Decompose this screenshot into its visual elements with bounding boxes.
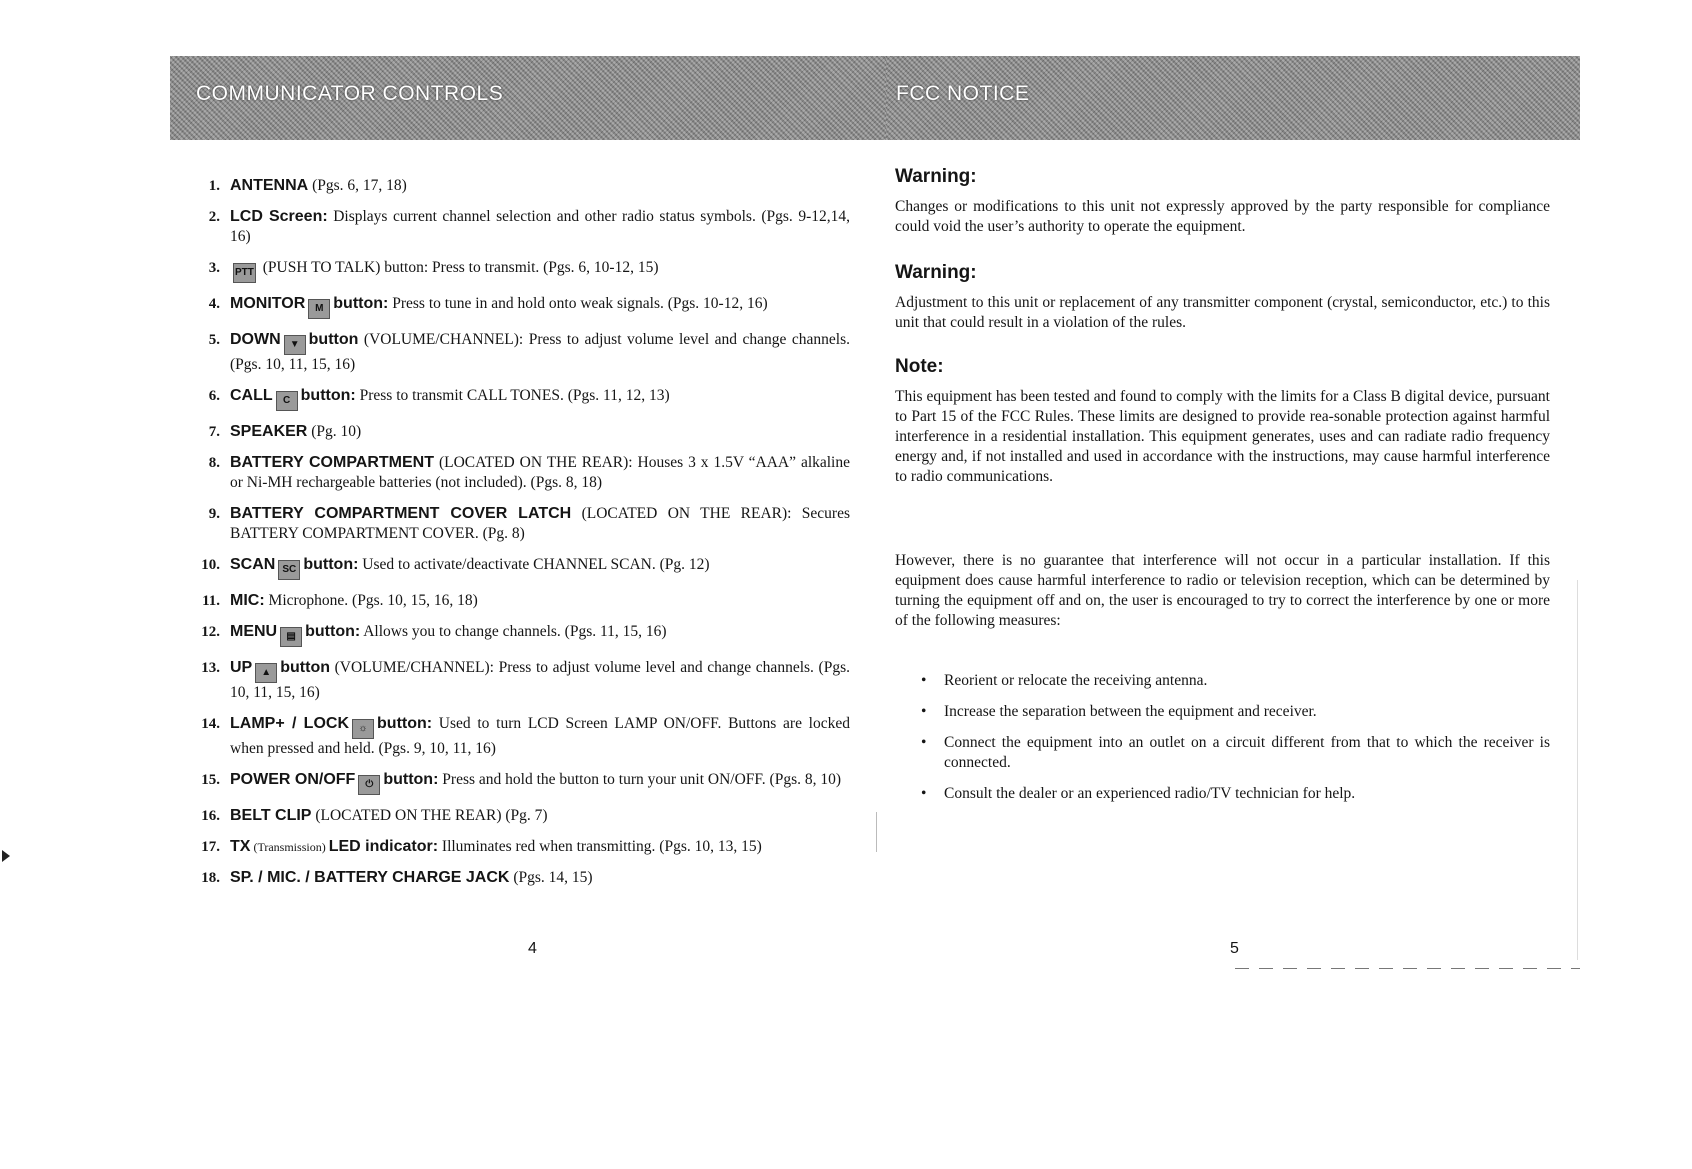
item-number: 18. <box>201 870 220 886</box>
list-item <box>190 207 850 247</box>
button-glyph-icon: ▤ <box>280 627 302 647</box>
item-number: 13. <box>201 660 220 676</box>
list-item <box>190 770 850 795</box>
bullet-icon: • <box>921 734 927 751</box>
control-description: Press and hold the button to turn your unit ON/OFF. (Pgs. 8, 10) <box>438 771 842 788</box>
control-description: Microphone. (Pgs. 10, 15, 16, 18) <box>264 592 478 609</box>
button-glyph-icon: PTT <box>233 263 256 283</box>
control-name: CALL <box>230 387 273 404</box>
list-item: • Connect the equipment into an outlet on a circuit different from that to which the receiver is connected. <box>921 734 1550 771</box>
control-description: (LOCATED ON THE REAR) (Pg. 7) <box>311 807 548 824</box>
button-glyph-icon: ▼ <box>284 335 306 355</box>
page-number-right: 5 <box>1230 940 1239 957</box>
control-name: DOWN <box>230 331 281 348</box>
control-description: Used to activate/deactivate CHANNEL SCAN. (Pg. 12) <box>358 556 710 573</box>
list-item <box>190 555 850 580</box>
warning-text: Changes or modifications to this unit not expressly approved by the party responsible for compliance could void the user’s authority to operate the equipment. <box>895 198 1550 235</box>
controls-list <box>190 176 850 888</box>
control-description: (Pg. 10) <box>307 423 362 440</box>
note-heading: Note: <box>895 356 944 377</box>
list-item <box>190 806 850 826</box>
item-number: 16. <box>201 808 220 824</box>
control-name: MIC: <box>230 592 265 609</box>
section-title-fcc: FCC NOTICE <box>896 82 1030 105</box>
control-name: MONITOR <box>230 295 306 312</box>
control-description: Used to turn LCD Screen LAMP ON/OFF. Buttons are locked when pressed and held. (Pgs. 9, 10, 11, 16) <box>230 715 850 757</box>
control-label: button <box>308 331 359 348</box>
section-header-controls <box>170 56 896 140</box>
control-label: button <box>280 659 330 676</box>
control-name: LCD Screen: <box>230 208 328 225</box>
list-item <box>190 837 850 857</box>
control-name: TX <box>230 838 251 855</box>
list-item <box>190 330 850 375</box>
item-number: 3. <box>208 260 220 276</box>
control-label: button: <box>333 295 389 312</box>
list-item <box>190 453 850 493</box>
control-name: MENU <box>230 623 278 640</box>
warning-heading: Warning: <box>895 166 977 187</box>
note-text: This equipment has been tested and found to comply with the limits for a Class B digital device, pursuant to Part 15 of the FCC Rules. These limits are designed to provide rea-sonable protection against harmful interference in a residential installation. This equipment generates, uses and can radiate radio frequency energy and, if not installed and used in accordance with the instructions, may cause harmful interference to radio communications. <box>895 388 1550 485</box>
control-label: button: <box>303 556 359 573</box>
control-label: LED indicator: <box>328 838 439 855</box>
control-description: (VOLUME/CHANNEL): Press to adjust volume level and change channels. (Pgs. 10, 11, 15, 16) <box>230 659 850 701</box>
item-number: 11. <box>202 593 220 609</box>
list-item <box>190 714 850 759</box>
item-number: 10. <box>201 557 220 573</box>
control-name: BATTERY COMPARTMENT <box>230 454 435 471</box>
item-number: 5. <box>208 332 220 348</box>
scan-dash-line <box>1235 968 1580 969</box>
item-number: 17. <box>201 839 220 855</box>
list-item <box>190 591 850 611</box>
item-number: 7. <box>208 424 220 440</box>
list-item <box>190 422 850 442</box>
item-number: 1. <box>208 178 220 194</box>
button-glyph-icon: ☼ <box>352 719 374 739</box>
item-number: 2. <box>208 209 220 225</box>
control-label: button: <box>383 771 439 788</box>
control-name: SP. / MIC. / BATTERY CHARGE JACK <box>230 869 510 886</box>
item-number: 14. <box>201 716 220 732</box>
control-description: Displays current channel selection and other radio status symbols. (Pgs. 9-12,14, 16) <box>230 208 850 245</box>
button-glyph-icon: ▲ <box>255 663 277 683</box>
section-header-fcc <box>886 56 1580 140</box>
however-text: However, there is no guarantee that interference will not occur in a particular installation. If this equipment does cause harmful interference to radio or television reception, which can be determined by turning the equipment off and on, the user is encouraged to try to correct the interference by one or more of the following measures: <box>895 552 1550 629</box>
list-item <box>190 294 850 319</box>
control-name: SCAN <box>230 556 276 573</box>
control-description: Illuminates red when transmitting. (Pgs. 10, 13, 15) <box>438 838 762 855</box>
warning-heading: Warning: <box>895 262 977 283</box>
item-number: 8. <box>208 455 220 471</box>
control-description: (VOLUME/CHANNEL): Press to adjust volume level and change channels. (Pgs. 10, 11, 15, 16) <box>230 331 850 373</box>
button-glyph-icon: M <box>308 299 330 319</box>
item-number: 15. <box>201 772 220 788</box>
section-title-controls: COMMUNICATOR CONTROLS <box>196 82 504 105</box>
item-number: 6. <box>208 388 220 404</box>
button-glyph-icon: ⏻ <box>358 775 380 795</box>
warning-text: Adjustment to this unit or replacement of any transmitter component (crystal, semiconductor, etc.) to this unit that could result in a violation of the rules. <box>895 294 1550 331</box>
control-description: (Pgs. 14, 15) <box>509 869 593 886</box>
control-description: (Pgs. 6, 17, 18) <box>308 177 407 194</box>
control-label: button: <box>377 715 433 732</box>
bullet-icon: • <box>921 703 927 720</box>
bullet-icon: • <box>921 672 927 689</box>
list-item: • Increase the separation between the equipment and receiver. <box>921 703 1317 720</box>
bullet-icon: • <box>921 785 927 802</box>
list-item <box>190 658 850 703</box>
control-name: LAMP+ / LOCK <box>230 715 350 732</box>
list-item <box>190 176 850 196</box>
control-name: BATTERY COMPARTMENT COVER LATCH <box>230 505 572 522</box>
control-description: (PUSH TO TALK) button: Press to transmit. (Pgs. 6, 10-12, 15) <box>258 259 659 276</box>
control-name: BELT CLIP <box>230 807 312 824</box>
control-note: (Transmission) <box>250 840 329 854</box>
button-glyph-icon: SC <box>278 560 300 580</box>
item-number: 4. <box>208 296 220 312</box>
control-label: button: <box>300 387 356 404</box>
control-name: UP <box>230 659 253 676</box>
list-item <box>190 622 850 647</box>
page-number-left: 4 <box>528 940 537 957</box>
scan-line <box>1577 580 1578 960</box>
control-name: SPEAKER <box>230 423 308 440</box>
control-name: POWER ON/OFF <box>230 771 356 788</box>
list-item: • Reorient or relocate the receiving antenna. <box>921 672 1208 689</box>
control-label: button: <box>305 623 361 640</box>
list-item <box>190 504 850 544</box>
control-description: (LOCATED ON THE REAR): Secures BATTERY COMPARTMENT COVER. (Pg. 8) <box>230 505 851 542</box>
scan-line <box>876 812 877 852</box>
item-number: 9. <box>208 506 220 522</box>
control-description: Press to transmit CALL TONES. (Pgs. 11, 12, 13) <box>355 387 670 404</box>
list-item <box>190 258 850 283</box>
control-description: (LOCATED ON THE REAR): Houses 3 x 1.5V “AAA” alkaline or Ni-MH rechargeable batteries (not included). (Pgs. 8, 18) <box>230 454 850 491</box>
control-description: Allows you to change channels. (Pgs. 11, 15, 16) <box>360 623 667 640</box>
list-item: • Consult the dealer or an experienced radio/TV technician for help. <box>921 785 1356 802</box>
list-item <box>190 386 850 411</box>
item-number: 12. <box>201 624 220 640</box>
list-item <box>190 868 850 888</box>
control-name: ANTENNA <box>230 177 309 194</box>
control-description: Press to tune in and hold onto weak signals. (Pgs. 10-12, 16) <box>388 295 768 312</box>
scan-mark-icon <box>2 850 10 862</box>
button-glyph-icon: C <box>276 391 298 411</box>
measures-list <box>895 671 1550 804</box>
